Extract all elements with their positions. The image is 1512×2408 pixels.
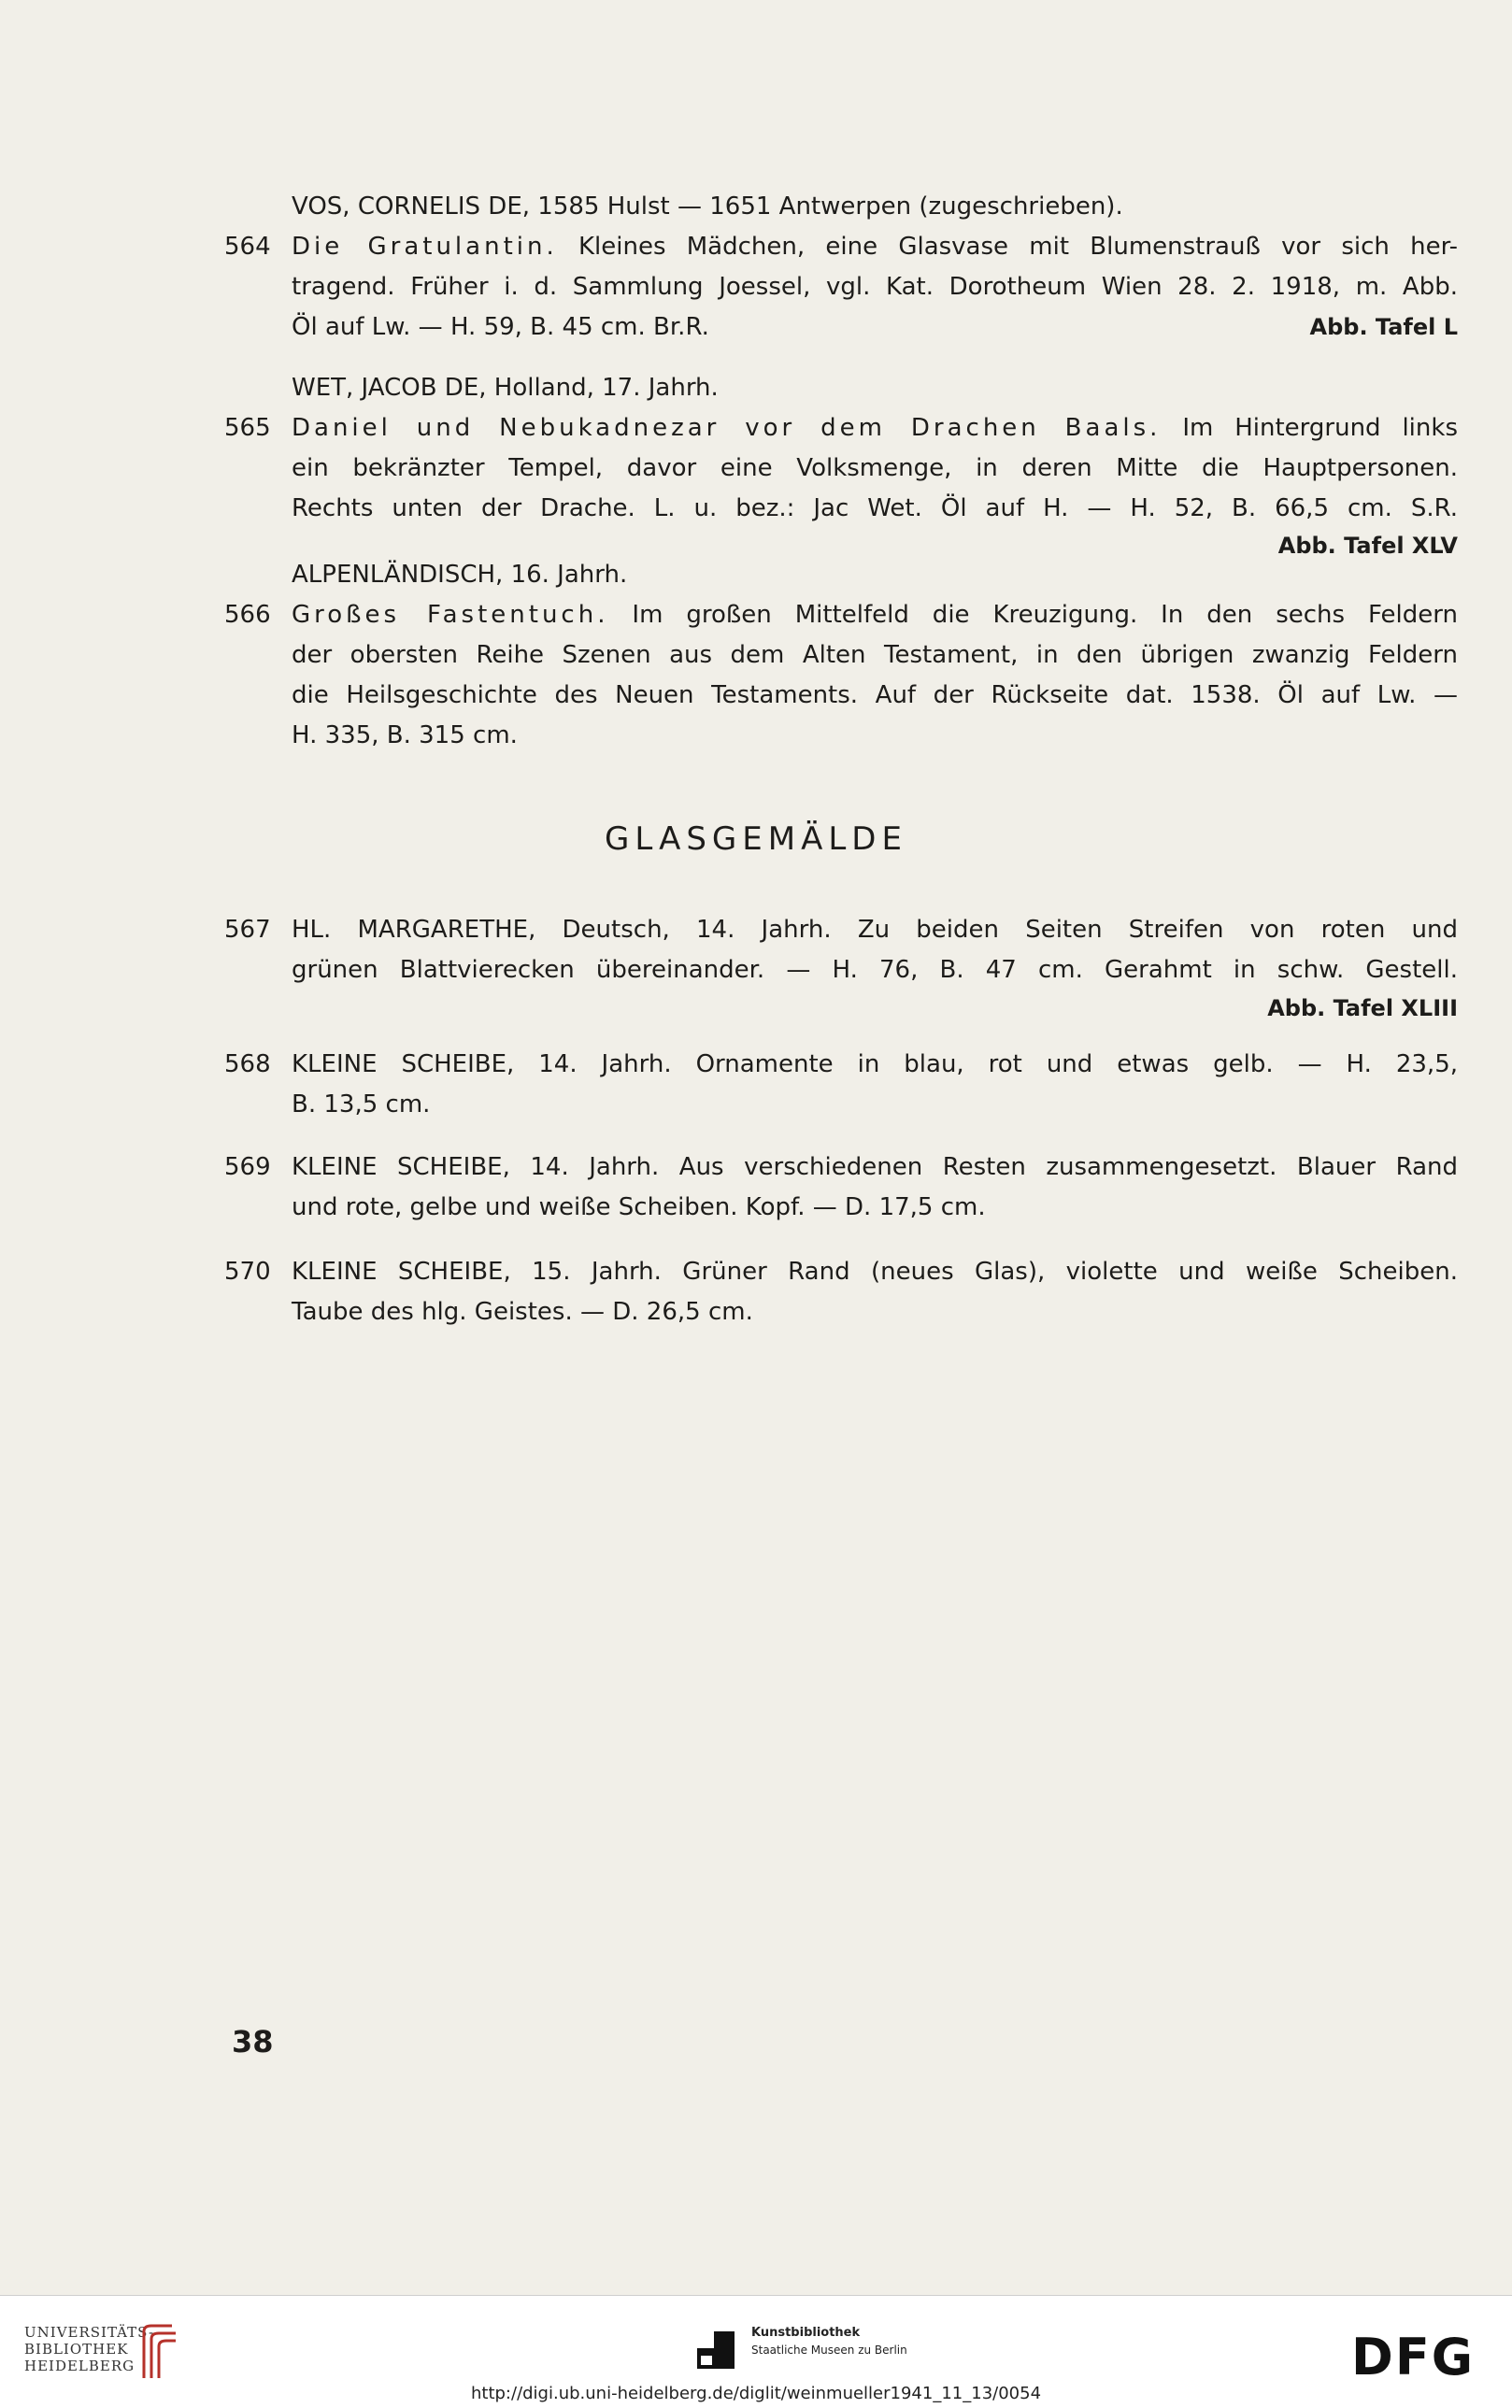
artwork-title: Die Gratulantin. (292, 233, 558, 261)
entry-line: der obersten Reihe Szenen aus dem Alten Testament, in den übrigen zwanzig Feldern (292, 641, 1458, 669)
catalog-entry-566 (224, 555, 1458, 756)
entry-line: die Heilsgeschichte des Neuen Testaments. Auf der Rückseite dat. 1538. Öl auf Lw. — (292, 681, 1458, 709)
plate-reference: Abb. Tafel XLIII (1267, 995, 1458, 1021)
kb-title: Kunstbibliothek (751, 2326, 861, 2340)
source-url-link[interactable]: http://digi.ub.uni-heidelberg.de/diglit/weinmueller1941_11_13/0054 (470, 2384, 1042, 2403)
entry-line: Taube des hlg. Geistes. — D. 26,5 cm. (292, 1298, 753, 1326)
entry-line: B. 13,5 cm. (292, 1090, 431, 1119)
artist-line: ALPENLÄNDISCH, 16. Jahrh. (292, 561, 628, 589)
entry-line: ein bekränzter Tempel, davor eine Volksmenge, in deren Mitte die Hauptpersonen. (292, 454, 1458, 482)
digitization-footer (0, 2295, 1512, 2408)
entry-line (224, 227, 1458, 267)
catalog-entry-565 (224, 368, 1458, 563)
entry-text: Kleines Mädchen, eine Glasvase mit Blumenstrauß vor sich her- (557, 233, 1458, 261)
artwork-title: Daniel und Nebukadnezar vor dem Drachen Baals. (292, 414, 1162, 442)
entry-line: H. 335, B. 315 cm. (292, 721, 518, 749)
entry-text: KLEINE SCHEIBE, 14. Jahrh. Aus verschiedenen Resten zusammengesetzt. Blauer Rand (292, 1153, 1458, 1181)
entry-line (224, 1045, 1458, 1085)
entry-line (224, 307, 1458, 348)
page-number: 38 (232, 2024, 274, 2059)
university-line: HEIDELBERG (24, 2358, 136, 2374)
entry-line: und rote, gelbe und weiße Scheiben. Kopf. — D. 17,5 cm. (292, 1193, 986, 1221)
entry-line (224, 408, 1458, 449)
entry-line: grünen Blattvierecken übereinander. — H. 76, B. 47 cm. Gerahmt in schw. Gestell. (292, 956, 1458, 984)
section-heading: GLASGEMÄLDE (605, 820, 907, 858)
entry-text: KLEINE SCHEIBE, 15. Jahrh. Grüner Rand (neues Glas), violette und weiße Scheiben. (292, 1258, 1458, 1286)
kunstbibliothek-logo-icon (693, 2328, 738, 2372)
lot-number: 566 (224, 601, 271, 629)
lot-number: 568 (224, 1050, 271, 1078)
lot-number: 569 (224, 1153, 271, 1181)
entry-line (224, 1252, 1458, 1292)
lot-number: 567 (224, 916, 271, 944)
artist-line: VOS, CORNELIS DE, 1585 Hulst — 1651 Antwerpen (zugeschrieben). (292, 192, 1123, 221)
entry-line: Rechts unten der Drache. L. u. bez.: Jac Wet. Öl auf H. — H. 52, B. 66,5 cm. S.R. (292, 494, 1458, 522)
kunstbibliothek-label (751, 2324, 907, 2358)
entry-text: KLEINE SCHEIBE, 14. Jahrh. Ornamente in blau, rot und etwas gelb. — H. 23,5, (292, 1050, 1458, 1078)
catalog-entry-570 (224, 1252, 1458, 1332)
lot-number: 570 (224, 1258, 271, 1286)
entry-line: tragend. Früher i. d. Sammlung Joessel, vgl. Kat. Dorotheum Wien 28. 2. 1918, m. Abb. (292, 273, 1458, 301)
university-line: UNIVERSITÄTS- (24, 2324, 155, 2341)
university-line: BIBLIOTHEK (24, 2341, 129, 2358)
catalog-entry-569 (224, 1147, 1458, 1228)
artist-line: WET, JACOB DE, Holland, 17. Jahrh. (292, 374, 719, 402)
university-logo-icon (138, 2322, 179, 2382)
entry-line (224, 1147, 1458, 1188)
entry-text: Öl auf Lw. — H. 59, B. 45 cm. Br.R. (292, 313, 709, 341)
entry-text: Im Hintergrund links (1161, 414, 1458, 442)
university-library-name (24, 2324, 154, 2374)
entry-text: HL. MARGARETHE, Deutsch, 14. Jahrh. Zu beiden Seiten Streifen von roten und (292, 916, 1458, 944)
catalog-entry-564 (224, 187, 1458, 348)
artwork-title: Großes Fastentuch. (292, 601, 609, 629)
plate-reference: Abb. Tafel XLV (1277, 533, 1458, 559)
kb-subtitle: Staatliche Museen zu Berlin (751, 2344, 907, 2357)
catalog-entry-568 (224, 1045, 1458, 1125)
entry-text: Im großen Mittelfeld die Kreuzigung. In den sechs Feldern (608, 601, 1458, 629)
entry-line (224, 910, 1458, 950)
catalog-entry-567 (224, 910, 1458, 1026)
lot-number: 564 (224, 233, 271, 261)
plate-reference: Abb. Tafel L (1309, 314, 1458, 340)
dfg-logo: DFG (1351, 2328, 1476, 2387)
entry-line (224, 595, 1458, 635)
lot-number: 565 (224, 414, 271, 442)
